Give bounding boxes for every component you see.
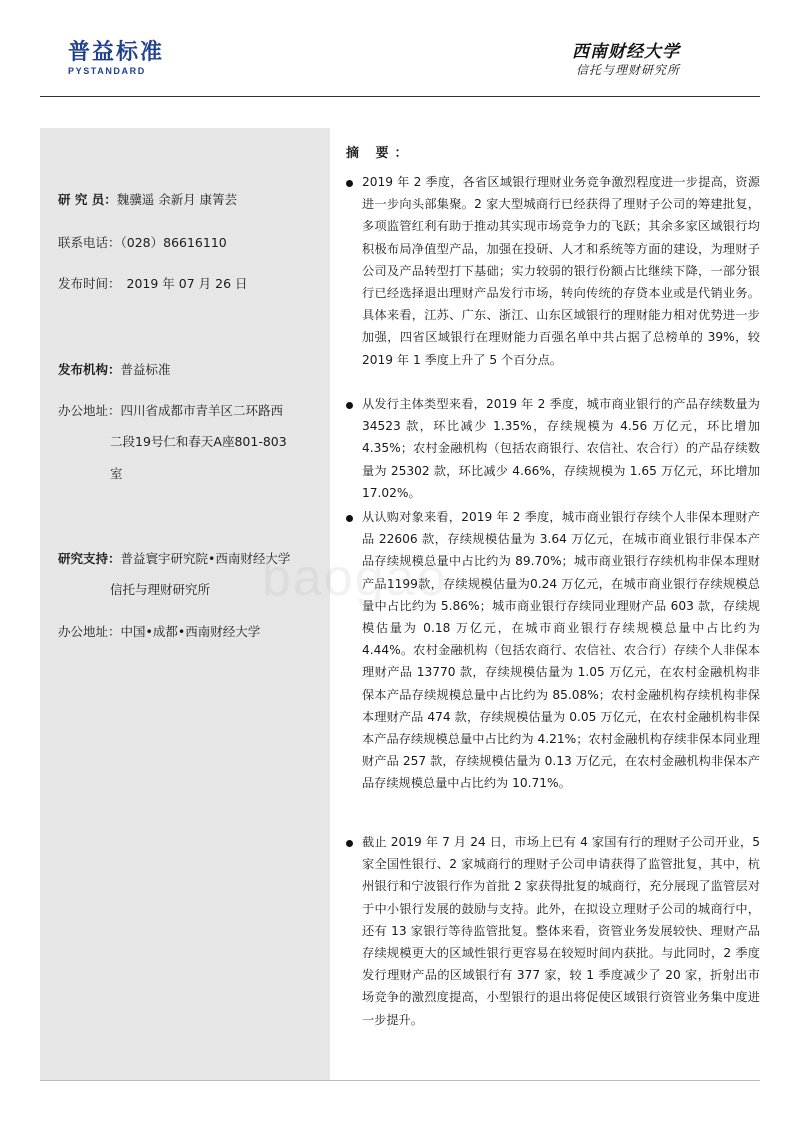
researchers-label: 研 究 员： bbox=[58, 192, 117, 207]
org-value: 普益标准 bbox=[120, 362, 171, 377]
bullet-text: 从认购对象来看，2019 年 2 季度，城市商业银行存续个人非保本理财产品 22606 款，存续规模估量为 3.64 万亿元，在城市商业银行非保本产品存续规模总量中占比约为 89.70%；城市商业银行存续机构非保本理财产品1199款，存续规模估量为0.24 万亿元，在城市商业银行存续规模总量中占比约为 5.86%；城市商业银行存续同业理财产品 603 款，存续规模估量为 0.18 万亿元，在城市商业银行存续规模总量中占比约为 4.44%。农村金融机构（包括农商行、农信社、农合行）存续个人非保本理财产品 13770 款，存续规模估量为 1.05 万亿元，在农村金融机构非保本产品存续规模总量中占比约为 85.08%；农村金融机构存续机构非保本理财产品 474 款，存续规模估量为 0.05 万亿元，在农村金融机构非保本产品存续规模总量中占比约为 4.21%；农村金融机构存续非保本同业理财产品 257 款，存续规模估量为 0.13 万亿元，在农村金融机构非保本产品存续规模总量中占比约为 10.71%。 bbox=[362, 510, 760, 791]
bullet-dot-icon bbox=[346, 840, 353, 847]
researchers-value: 魏骥遥 余新月 康箐芸 bbox=[116, 192, 238, 207]
support-label: 研究支持： bbox=[58, 551, 121, 566]
address2-label: 办公地址： bbox=[58, 624, 121, 639]
bullet-dot-icon bbox=[346, 402, 353, 409]
logo-chinese-name: 普益标准 bbox=[68, 40, 165, 65]
header-divider bbox=[40, 96, 760, 97]
logo-english-name: PYSTANDARD bbox=[68, 66, 146, 76]
support-line1: 普益寰宇研究院•西南财经大学 bbox=[120, 551, 291, 566]
org-label: 发布机构： bbox=[58, 362, 121, 377]
date-row bbox=[58, 268, 324, 300]
date-label: 发布时间： bbox=[58, 276, 121, 291]
address1-line2: 二段19号仁和春天A座801-803 bbox=[110, 434, 287, 449]
abstract-bullet bbox=[346, 831, 760, 1031]
researchers-row bbox=[58, 184, 324, 216]
abstract-bullet bbox=[346, 171, 760, 371]
date-value: 2019 年 07 月 26 日 bbox=[126, 276, 248, 291]
bullet-dot-icon bbox=[346, 180, 353, 187]
footer-divider bbox=[40, 1080, 760, 1081]
phone-label: 联系电话： bbox=[58, 235, 121, 250]
bullet-text: 从发行主体类型来看，2019 年 2 季度，城市商业银行的产品存续数量为 34523 款，环比减少 1.35%，存续规模为 4.56 万亿元，环比增加 4.35%；农村金融机构（包括农商银行、农信社、农合行）的产品存续数量为 25302 款，环比减少 4.66%，存续规模为 1.65 万亿元，环比增加 17.02%。 bbox=[362, 397, 760, 500]
page-header bbox=[0, 0, 800, 128]
university-name: 西南财经大学 bbox=[571, 42, 680, 62]
bullet-dot-icon bbox=[346, 515, 353, 522]
abstract-title: 摘 要： bbox=[346, 146, 414, 161]
bullet-text: 截止 2019 年 7 月 24 日，市场上已有 4 家国有行的理财子公司开业，5 家全国性银行、2 家城商行的理财子公司申请获得了监管批复，其中，杭州银行和宁波银行作为首批 2 家获得批复的城商行，充分展现了监管层对于中小银行发展的鼓励与支持。此外，在拟设立理财子公司的城商行中，还有 13 家银行等待监管批复。整体来看，资管业务发展较快、理财产品存续规模更大的区域性银行更容易在较短时间内获批。与此同时，2 季度发行理财产品的区域银行有 377 家，较 1 季度减少了 20 家，折射出市场竞争的激烈度提高，小型银行的退出将促使区域银行资管业务集中度进一步提升。 bbox=[362, 835, 760, 1027]
institute-name: 信托与理财研究所 bbox=[575, 63, 680, 77]
address1-label: 办公地址： bbox=[58, 403, 121, 418]
org-row bbox=[58, 354, 324, 386]
address1-line1: 四川省成都市青羊区二环路西 bbox=[120, 403, 284, 418]
abstract-bullet bbox=[346, 393, 760, 504]
bullet-text: 2019 年 2 季度，各省区域银行理财业务竞争激烈程度进一步提高，资源进一步向头部集聚。2 家大型城商行已经获得了理财子公司的筹建批复，多项监管红利有助于推动其实现市场竞争力的飞跃；其余多家区域银行均积极布局净值型产品，加强在投研、人才和系统等方面的建设，为理财子公司及产品转型打下基础；实力较弱的银行份额占比继续下降，一部分银行已经选择退出理财产品发行市场，转向传统的存贷本业或是代销业务。具体来看，江苏、广东、浙江、山东区域银行的理财能力相对优势进一步加强，四省区域银行在理财能力百强名单中共占据了总榜单的 39%，较 2019 年 1 季度上升了 5 个百分点。 bbox=[362, 175, 760, 367]
address2-value: 中国•成都•西南财经大学 bbox=[120, 624, 261, 639]
address2-row bbox=[58, 616, 324, 648]
phone-value: （028）86616110 bbox=[120, 235, 227, 250]
support-line2: 信托与理财研究所 bbox=[110, 582, 211, 597]
address1-line3: 室 bbox=[110, 466, 123, 481]
phone-row bbox=[58, 227, 324, 259]
watermark: baogao bbox=[262, 549, 448, 607]
address1-row bbox=[58, 395, 324, 427]
swufe-logo bbox=[572, 42, 680, 78]
pystandard-logo bbox=[68, 40, 198, 76]
